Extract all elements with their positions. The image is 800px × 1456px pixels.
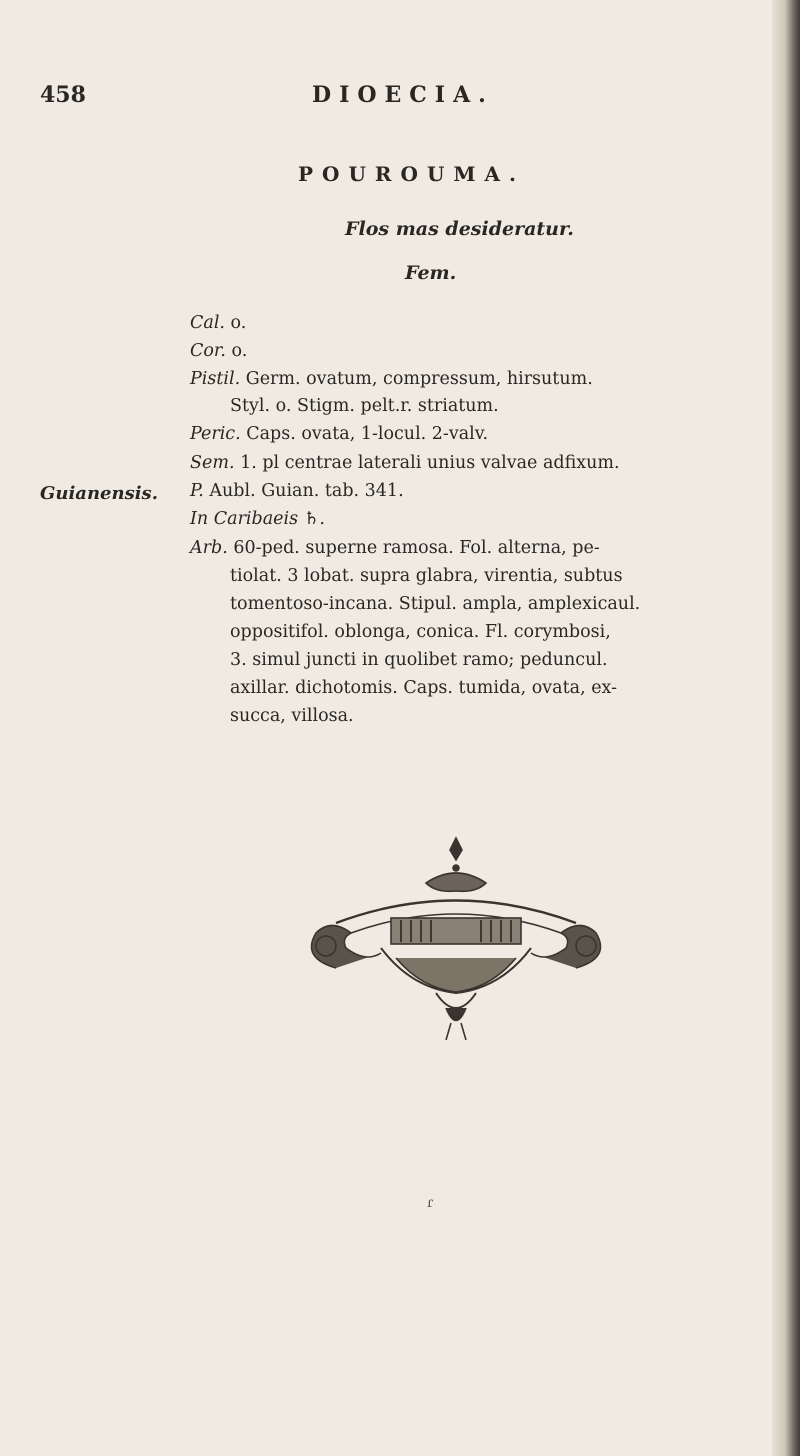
- entry-line: Styl. o. Stigm. pelt.r. striatum.: [230, 396, 499, 416]
- margin-species-note: Guianensis.: [40, 483, 158, 504]
- entry-line: Pistil. Germ. ovatum, compressum, hirsutum.: [190, 369, 593, 389]
- entry-line: 3. simul juncti in quolibet ramo; peduncul.: [230, 650, 608, 670]
- entry-line: succa, villosa.: [230, 706, 354, 726]
- page-edge-shadow: [772, 0, 800, 1456]
- entry-line: Sem. 1. pl centrae laterali unius valvae adfixum.: [190, 453, 620, 473]
- page-header: [40, 82, 740, 122]
- entry-line: axillar. dichotomis. Caps. tumida, ovata, ex-: [230, 678, 618, 698]
- entry-line: P. Aubl. Guian. tab. 341.: [190, 481, 404, 501]
- genus-title: POUROUMA.: [298, 162, 526, 186]
- engraved-tailpiece-ornament-icon: [296, 808, 616, 1078]
- entry-line: oppositifol. oblonga, conica. Fl. corymbosi,: [230, 622, 611, 642]
- male-flower-note: Flos mas desideratur.: [345, 218, 574, 240]
- female-flower-heading: Fem.: [405, 262, 457, 284]
- entry-line: tiolat. 3 lobat. supra glabra, virentia, subtus: [230, 566, 623, 586]
- page-number: 458: [40, 82, 86, 108]
- entry-line: Peric. Caps. ovata, 1-locul. 2-valv.: [190, 424, 489, 444]
- entry-line: In Caribaeis ♄.: [190, 509, 325, 529]
- entry-line: Cal. o.: [190, 313, 247, 333]
- entry-line: Arb. 60-ped. superne ramosa. Fol. alterna, pe-: [190, 538, 600, 558]
- entry-line: tomentoso-incana. Stipul. ampla, amplexicaul.: [230, 594, 641, 614]
- print-speck: ɾ: [427, 1195, 434, 1211]
- entry-line: Cor. o.: [190, 341, 248, 361]
- running-head: DIOECIA.: [312, 82, 494, 108]
